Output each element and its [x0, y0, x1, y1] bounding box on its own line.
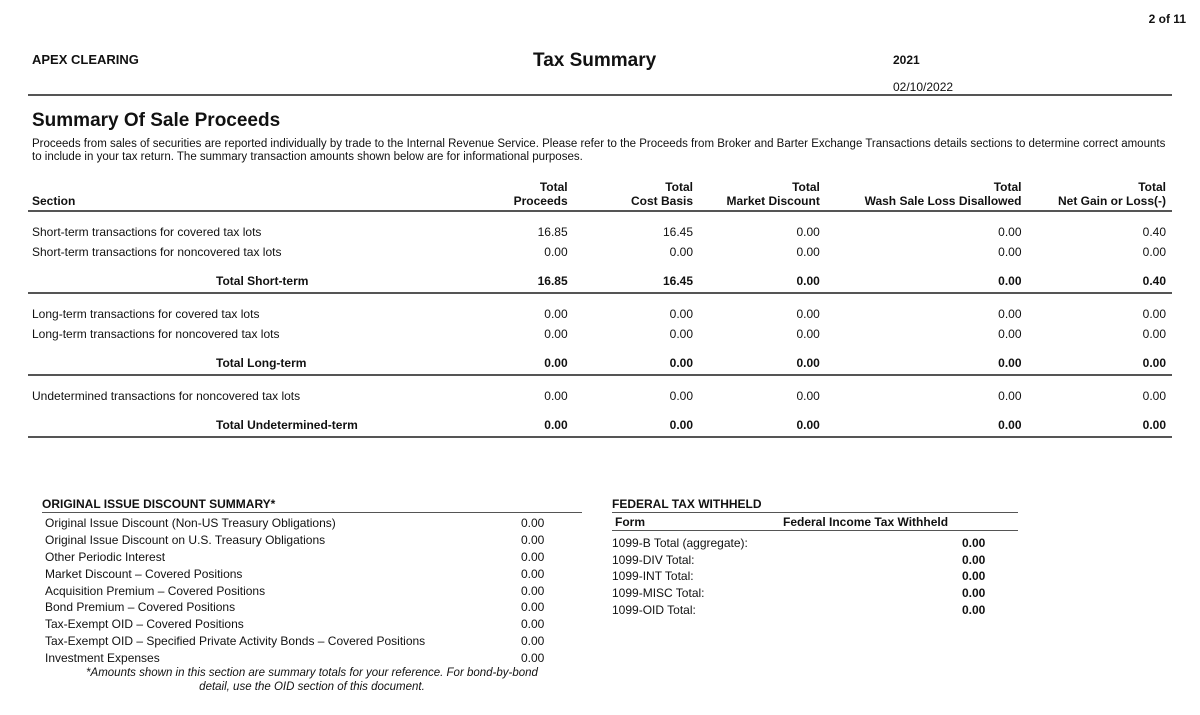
- federal-tax-row: [612, 601, 1018, 618]
- cell-proceeds: 0.00: [544, 389, 568, 403]
- oid-row-label: Tax-Exempt OID – Covered Positions: [45, 617, 244, 632]
- cell-proceeds: 0.00: [544, 327, 568, 341]
- federal-tax-withheld: [612, 497, 1018, 618]
- cell-wash: 0.00: [826, 270, 1028, 293]
- oid-row-value: 0.00: [521, 533, 545, 548]
- oid-row: [42, 633, 582, 650]
- table-row: [28, 304, 1172, 324]
- cell-proceeds: 0.00: [447, 414, 574, 437]
- total-row: [28, 270, 1172, 293]
- row-label: Long-term transactions for covered tax lots: [32, 307, 260, 321]
- column-header-cost-basis: Total Cost Basis: [574, 178, 699, 211]
- cell-cost: 0.00: [574, 352, 699, 375]
- cell-discount: 0.00: [699, 414, 826, 437]
- federal-tax-header: [612, 512, 1018, 531]
- row-label: Long-term transactions for noncovered tax lots: [32, 327, 280, 341]
- oid-row-value: 0.00: [521, 650, 545, 665]
- cell-cost: 0.00: [669, 307, 694, 321]
- cell-cost: 16.45: [662, 225, 694, 239]
- cell-discount: 0.00: [796, 245, 820, 259]
- column-header-proceeds: Total Proceeds: [447, 178, 574, 211]
- spacer-row: [28, 211, 1172, 222]
- oid-row-value: 0.00: [521, 516, 545, 531]
- row-label: Short-term transactions for noncovered tax lots: [32, 245, 282, 259]
- federal-form-label: 1099-MISC Total:: [612, 586, 705, 601]
- issuer-name: APEX CLEARING: [32, 52, 139, 67]
- column-header-section: Section: [28, 178, 447, 211]
- row-label: Total Long-term: [28, 352, 447, 375]
- federal-tax-row: [612, 552, 1018, 569]
- document-date: 02/10/2022: [893, 80, 954, 94]
- federal-tax-row: [612, 535, 1018, 552]
- oid-row: [42, 616, 582, 633]
- cell-net: 0.00: [1142, 327, 1166, 341]
- cell-discount: 0.00: [796, 307, 820, 321]
- cell-proceeds: 16.85: [447, 270, 574, 293]
- oid-summary-title: ORIGINAL ISSUE DISCOUNT SUMMARY*: [42, 497, 582, 513]
- cell-wash: 0.00: [826, 352, 1028, 375]
- document-title: Tax Summary: [533, 50, 657, 71]
- cell-wash: 0.00: [998, 225, 1022, 239]
- oid-row-value: 0.00: [521, 600, 545, 615]
- cell-discount: 0.00: [796, 327, 820, 341]
- table-row: [28, 242, 1172, 262]
- cell-wash: 0.00: [998, 245, 1022, 259]
- table-row: [28, 386, 1172, 406]
- column-header-market-discount: Total Market Discount: [699, 178, 826, 211]
- oid-row-value: 0.00: [521, 583, 545, 598]
- federal-tax-title: FEDERAL TAX WITHHELD: [612, 497, 762, 511]
- spacer-row: [28, 375, 1172, 386]
- federal-form-label: 1099-B Total (aggregate):: [612, 536, 748, 551]
- oid-row: [42, 565, 582, 582]
- cell-net: 0.00: [1142, 245, 1166, 259]
- cell-proceeds: 0.00: [447, 352, 574, 375]
- oid-row-label: Tax-Exempt OID – Specified Private Activity Bonds – Covered Positions: [45, 633, 426, 648]
- column-header-wash-sale: Total Wash Sale Loss Disallowed: [826, 178, 1028, 211]
- oid-row: [42, 649, 582, 666]
- total-row: [28, 414, 1172, 437]
- cell-net: 0.00: [1028, 414, 1173, 437]
- spacer-row: [28, 293, 1172, 304]
- cell-cost: 0.00: [574, 414, 699, 437]
- sale-proceeds-table: [28, 178, 1172, 438]
- cell-proceeds: 0.00: [544, 245, 568, 259]
- summary-title: Summary Of Sale Proceeds: [32, 110, 281, 131]
- federal-tax-value: 0.00: [962, 569, 986, 584]
- oid-row-value: 0.00: [521, 566, 545, 581]
- cell-wash: 0.00: [998, 389, 1022, 403]
- federal-form-label: 1099-INT Total:: [612, 569, 694, 584]
- oid-row-value: 0.00: [521, 633, 545, 648]
- summary-description: Proceeds from sales of securities are reported individually by trade to the Internal Revenue Service. Please refer to the Proceeds from Broker and Barter Exchange Transactions details sections to determine correct amounts to include in your tax return. The summary transaction amounts shown below are for informational purposes.: [32, 138, 1166, 163]
- oid-row-value: 0.00: [521, 617, 545, 632]
- cell-cost: 0.00: [669, 327, 694, 341]
- oid-row-label: Market Discount – Covered Positions: [45, 566, 243, 581]
- federal-tax-value: 0.00: [962, 602, 986, 617]
- federal-tax-row: [612, 568, 1018, 585]
- tax-year: 2021: [893, 53, 920, 67]
- column-header-form: Form: [615, 514, 645, 529]
- federal-tax-row: [612, 585, 1018, 602]
- oid-row: [42, 532, 582, 549]
- column-header-net-gain: Total Net Gain or Loss(-): [1028, 178, 1173, 211]
- spacer-row: [28, 262, 1172, 270]
- column-header-tax-withheld: Federal Income Tax Withheld: [783, 514, 949, 529]
- oid-row-label: Original Issue Discount (Non-US Treasury Obligations): [45, 516, 336, 531]
- cell-discount: 0.00: [796, 225, 820, 239]
- row-label: Undetermined transactions for noncovered tax lots: [32, 389, 301, 403]
- oid-row: [42, 549, 582, 566]
- cell-discount: 0.00: [699, 352, 826, 375]
- oid-row-value: 0.00: [521, 549, 545, 564]
- federal-tax-value: 0.00: [962, 536, 986, 551]
- cell-wash: 0.00: [998, 307, 1022, 321]
- cell-net: 0.00: [1028, 352, 1173, 375]
- cell-cost: 0.00: [669, 389, 694, 403]
- cell-cost: 0.00: [669, 245, 694, 259]
- oid-row: [42, 515, 582, 532]
- oid-row-label: Bond Premium – Covered Positions: [45, 600, 236, 615]
- total-row: [28, 352, 1172, 375]
- federal-tax-value: 0.00: [962, 586, 986, 601]
- header-divider: [28, 94, 1172, 96]
- cell-cost: 16.45: [574, 270, 699, 293]
- cell-discount: 0.00: [699, 270, 826, 293]
- cell-discount: 0.00: [796, 389, 820, 403]
- oid-summary: [42, 497, 582, 694]
- page-number: 2 of 11: [1148, 12, 1186, 26]
- cell-net: 0.40: [1142, 225, 1166, 239]
- oid-row-label: Other Periodic Interest: [45, 549, 166, 564]
- oid-row-label: Acquisition Premium – Covered Positions: [45, 583, 266, 598]
- row-label: Short-term transactions for covered tax lots: [32, 225, 262, 239]
- federal-tax-value: 0.00: [962, 552, 986, 567]
- cell-wash: 0.00: [998, 327, 1022, 341]
- oid-footnote: *Amounts shown in this section are summary totals for your reference. For bond-by-bond detail, use the OID section of this document.: [86, 667, 538, 694]
- oid-row: [42, 582, 582, 599]
- cell-net: 0.40: [1028, 270, 1173, 293]
- oid-row: [42, 599, 582, 616]
- row-label: Total Short-term: [28, 270, 447, 293]
- federal-form-label: 1099-DIV Total:: [612, 552, 695, 567]
- oid-row-label: Investment Expenses: [45, 650, 160, 665]
- sale-proceeds-header-row: [28, 178, 1172, 211]
- federal-form-label: 1099-OID Total:: [612, 602, 696, 617]
- spacer-row: [28, 406, 1172, 414]
- oid-row-label: Original Issue Discount on U.S. Treasury Obligations: [45, 533, 326, 548]
- spacer-row: [28, 344, 1172, 352]
- table-row: [28, 324, 1172, 344]
- cell-net: 0.00: [1142, 307, 1166, 321]
- table-row: [28, 222, 1172, 242]
- cell-net: 0.00: [1142, 389, 1166, 403]
- cell-proceeds: 16.85: [537, 225, 568, 239]
- row-label: Total Undetermined-term: [28, 414, 447, 437]
- cell-proceeds: 0.00: [544, 307, 568, 321]
- cell-wash: 0.00: [826, 414, 1028, 437]
